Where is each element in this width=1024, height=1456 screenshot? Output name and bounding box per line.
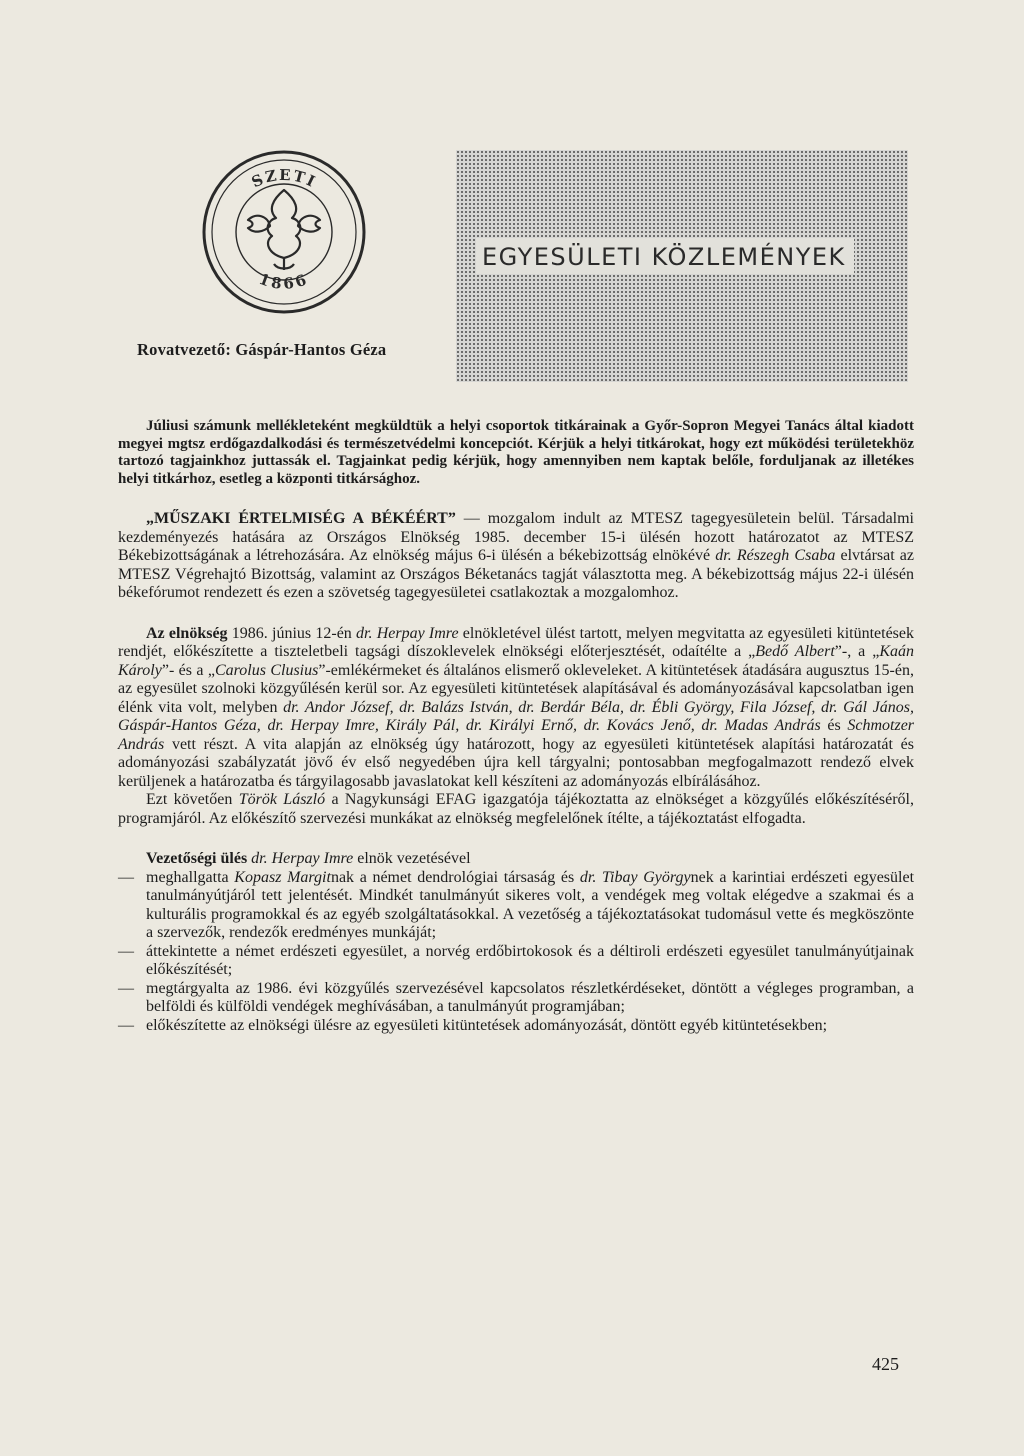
participant-names: dr. Andor József, dr. Balázs István, dr. Berdár Béla, dr. Ébli György, Fila József, dr. Gál János, Gáspár-Hantos Géza, dr. Herpay Imre, Király Pál, dr. Királyi Ernő, dr. Kovács Jenő, dr. Madas András	[118, 698, 915, 734]
association-seal-icon	[198, 146, 370, 318]
list-item-text	[146, 869, 914, 943]
text-run: 1986. június 12-én	[227, 624, 357, 642]
person-name: Schmotzer András	[118, 717, 915, 753]
paragraph-lead: Az elnökség	[146, 624, 228, 642]
seal-year: 1866	[256, 269, 312, 294]
person-name: Kopasz Margit	[234, 868, 331, 886]
person-name: dr. Tibay György	[579, 868, 691, 886]
list-item	[118, 943, 914, 980]
text-run: — mozgalom indult az MTESZ tagegyesületein belül. Társadalmi kezdeményezés hatására az Országos Elnökség 1985. december 15-i ülésén hozott határozatot az MTESZ Békebizottságának a létrehozására. Az elnökség május 6-i ülésén a békebizottság elnökévé	[118, 510, 915, 564]
list-item-text: előkészítette az elnökségi ülésre az egyesületi kitüntetések adományozását, döntött egyéb kitüntetésekben;	[146, 1016, 828, 1034]
text-run: dr.	[715, 547, 732, 564]
award-name: Bedő Albert	[755, 643, 835, 660]
list-item	[118, 980, 914, 1017]
person-name: dr. Herpay Imre	[356, 624, 459, 642]
dash-marker: —	[118, 868, 134, 886]
list-item-text: áttekintette a német erdészeti egyesület, a norvég erdőbirtokosok és a déltiroli erdészeti egyesület tanulmányútjainak előkészítését;	[146, 942, 914, 978]
dash-marker: —	[118, 979, 134, 997]
section-title: EGYESÜLETI KÖZLEMÉNYEK	[476, 238, 854, 274]
svg-text:SZETI	[249, 166, 320, 192]
peace-movement-paragraph	[118, 510, 914, 603]
intro-paragraph: Júliusi számunk mellékleteként megküldtük a helyi csoportok titkárainak a Győr-Sopron Megyei Tanács által kiadott megyei mgtsz erdőgazdalkodási és természetvédelmi koncepciót. Kérjük a helyi titkárokat, hogy ezt működési területekhöz tartozó tagjainkhoz juttassák el. Tagjainkat pedig kérjük, hogy amennyiben nem kaptak belőle, forduljanak az illetékes helyi titkárhoz, esetleg a központi titkársághoz.	[118, 418, 914, 487]
text-run: elnök vezetésével	[353, 850, 471, 867]
text-run: ”-, a „	[834, 643, 880, 660]
list-item	[118, 869, 914, 943]
award-name: Carolus Clusius	[214, 661, 319, 679]
svg-text:1866	[256, 270, 311, 293]
paragraph-lead: „MŰSZAKI ÉRTELMISÉG A BÉKÉÉRT”	[146, 510, 456, 527]
text-run: ”- és a „	[161, 661, 215, 679]
article-body	[118, 418, 914, 1035]
section-banner	[456, 150, 908, 382]
text-run: elnökletével ülést tartott, melyen megvitatta az egyesületi kitüntetések rendjét, előkészítette a tiszteletbeli tagsági díszoklevelek elnökségi előterjesztését, odaítélte a „	[118, 624, 915, 660]
presidium-paragraph	[118, 625, 914, 792]
text-run: vett részt. A vita alapján az elnökség úgy határozott, hogy az egyesületi kitüntetések alapítási határozatát és adományozási szabályzatát jövő év első negyedében újra kell tárgyalni; pontosabban megfogalmazott rendező elvek kerüljenek a határozatba és tárgyilagosabb javaslatokat kell készíteni az adományozás elbírálásához.	[118, 735, 914, 790]
board-meeting-heading	[118, 850, 914, 869]
text-run: nek a karintiai erdészeti egyesület tanulmányútjáról tett jelentését. Mindkét tanulmányút sikeres volt, a vendégek meg voltak elégedve a szakmai és a kulturális programokkal és az egyéb szolgáltatásokkal. A vezetőség a tájékoztatásokat tudomásul vette és megköszönte a szervezők, rendezők eredményes munkáját;	[146, 868, 915, 941]
dash-marker: —	[118, 942, 134, 960]
person-name: dr. Herpay Imre	[251, 850, 354, 867]
list-item-text: megtárgyalta az 1986. évi közgyűlés szervezésével kapcsolatos részletkérdéseket, döntött a végleges programban, a belföldi és külföldi vendégek meghívásában, a tanulmányút programjában;	[146, 979, 914, 1015]
text-run: meghallgatta	[146, 868, 235, 886]
text-run: ”-emlékérmeket és általános elismerő okleveleket. A kitüntetések átadására augusztus 15-én, az egyesület szolnoki közgyűlésén kerül sor. Az egyesületi kitüntetések alapításával és adományozásával kapcsolatban igen élénk vita volt, melyben	[118, 661, 914, 716]
text-run: a Nagykunsági EFAG igazgatója tájékoztatta az elnökséget a közgyűlés előkészítéséről, programjáról. Az előkészítő szervezési munkákat az elnökség megfelelőnek ítélte, a tájékoztatást elfogadta.	[118, 791, 914, 827]
dash-marker: —	[118, 1016, 134, 1034]
presidium-paragraph-cont	[118, 791, 914, 828]
award-name: Kaán Károly	[118, 643, 915, 679]
text-run: Ezt követően	[146, 791, 239, 808]
board-actions-list	[118, 869, 914, 1036]
page-number: 425	[872, 1354, 899, 1374]
seal-text-top: SZETI	[248, 165, 320, 192]
list-item	[118, 1017, 914, 1036]
text-run: elvtársat az MTESZ Végrehajtó Bizottság, valamint az Országos Béketanács tagját választotta meg. A békebizottság május 22-i ülésén békefórumot rendezett és ezen a szövetség tagegyesületei csatlakoztak a mozgalomhoz.	[118, 547, 915, 601]
person-name: Részegh Csaba	[736, 547, 836, 564]
text-run: és	[820, 717, 848, 734]
paragraph-lead: Vezetőségi ülés	[146, 850, 248, 867]
column-editor: Rovatvezető: Gáspár-Hantos Géza	[137, 340, 387, 359]
text-run: nak a német dendrológiai társaság és	[330, 868, 580, 886]
person-name: Török László	[238, 791, 326, 808]
